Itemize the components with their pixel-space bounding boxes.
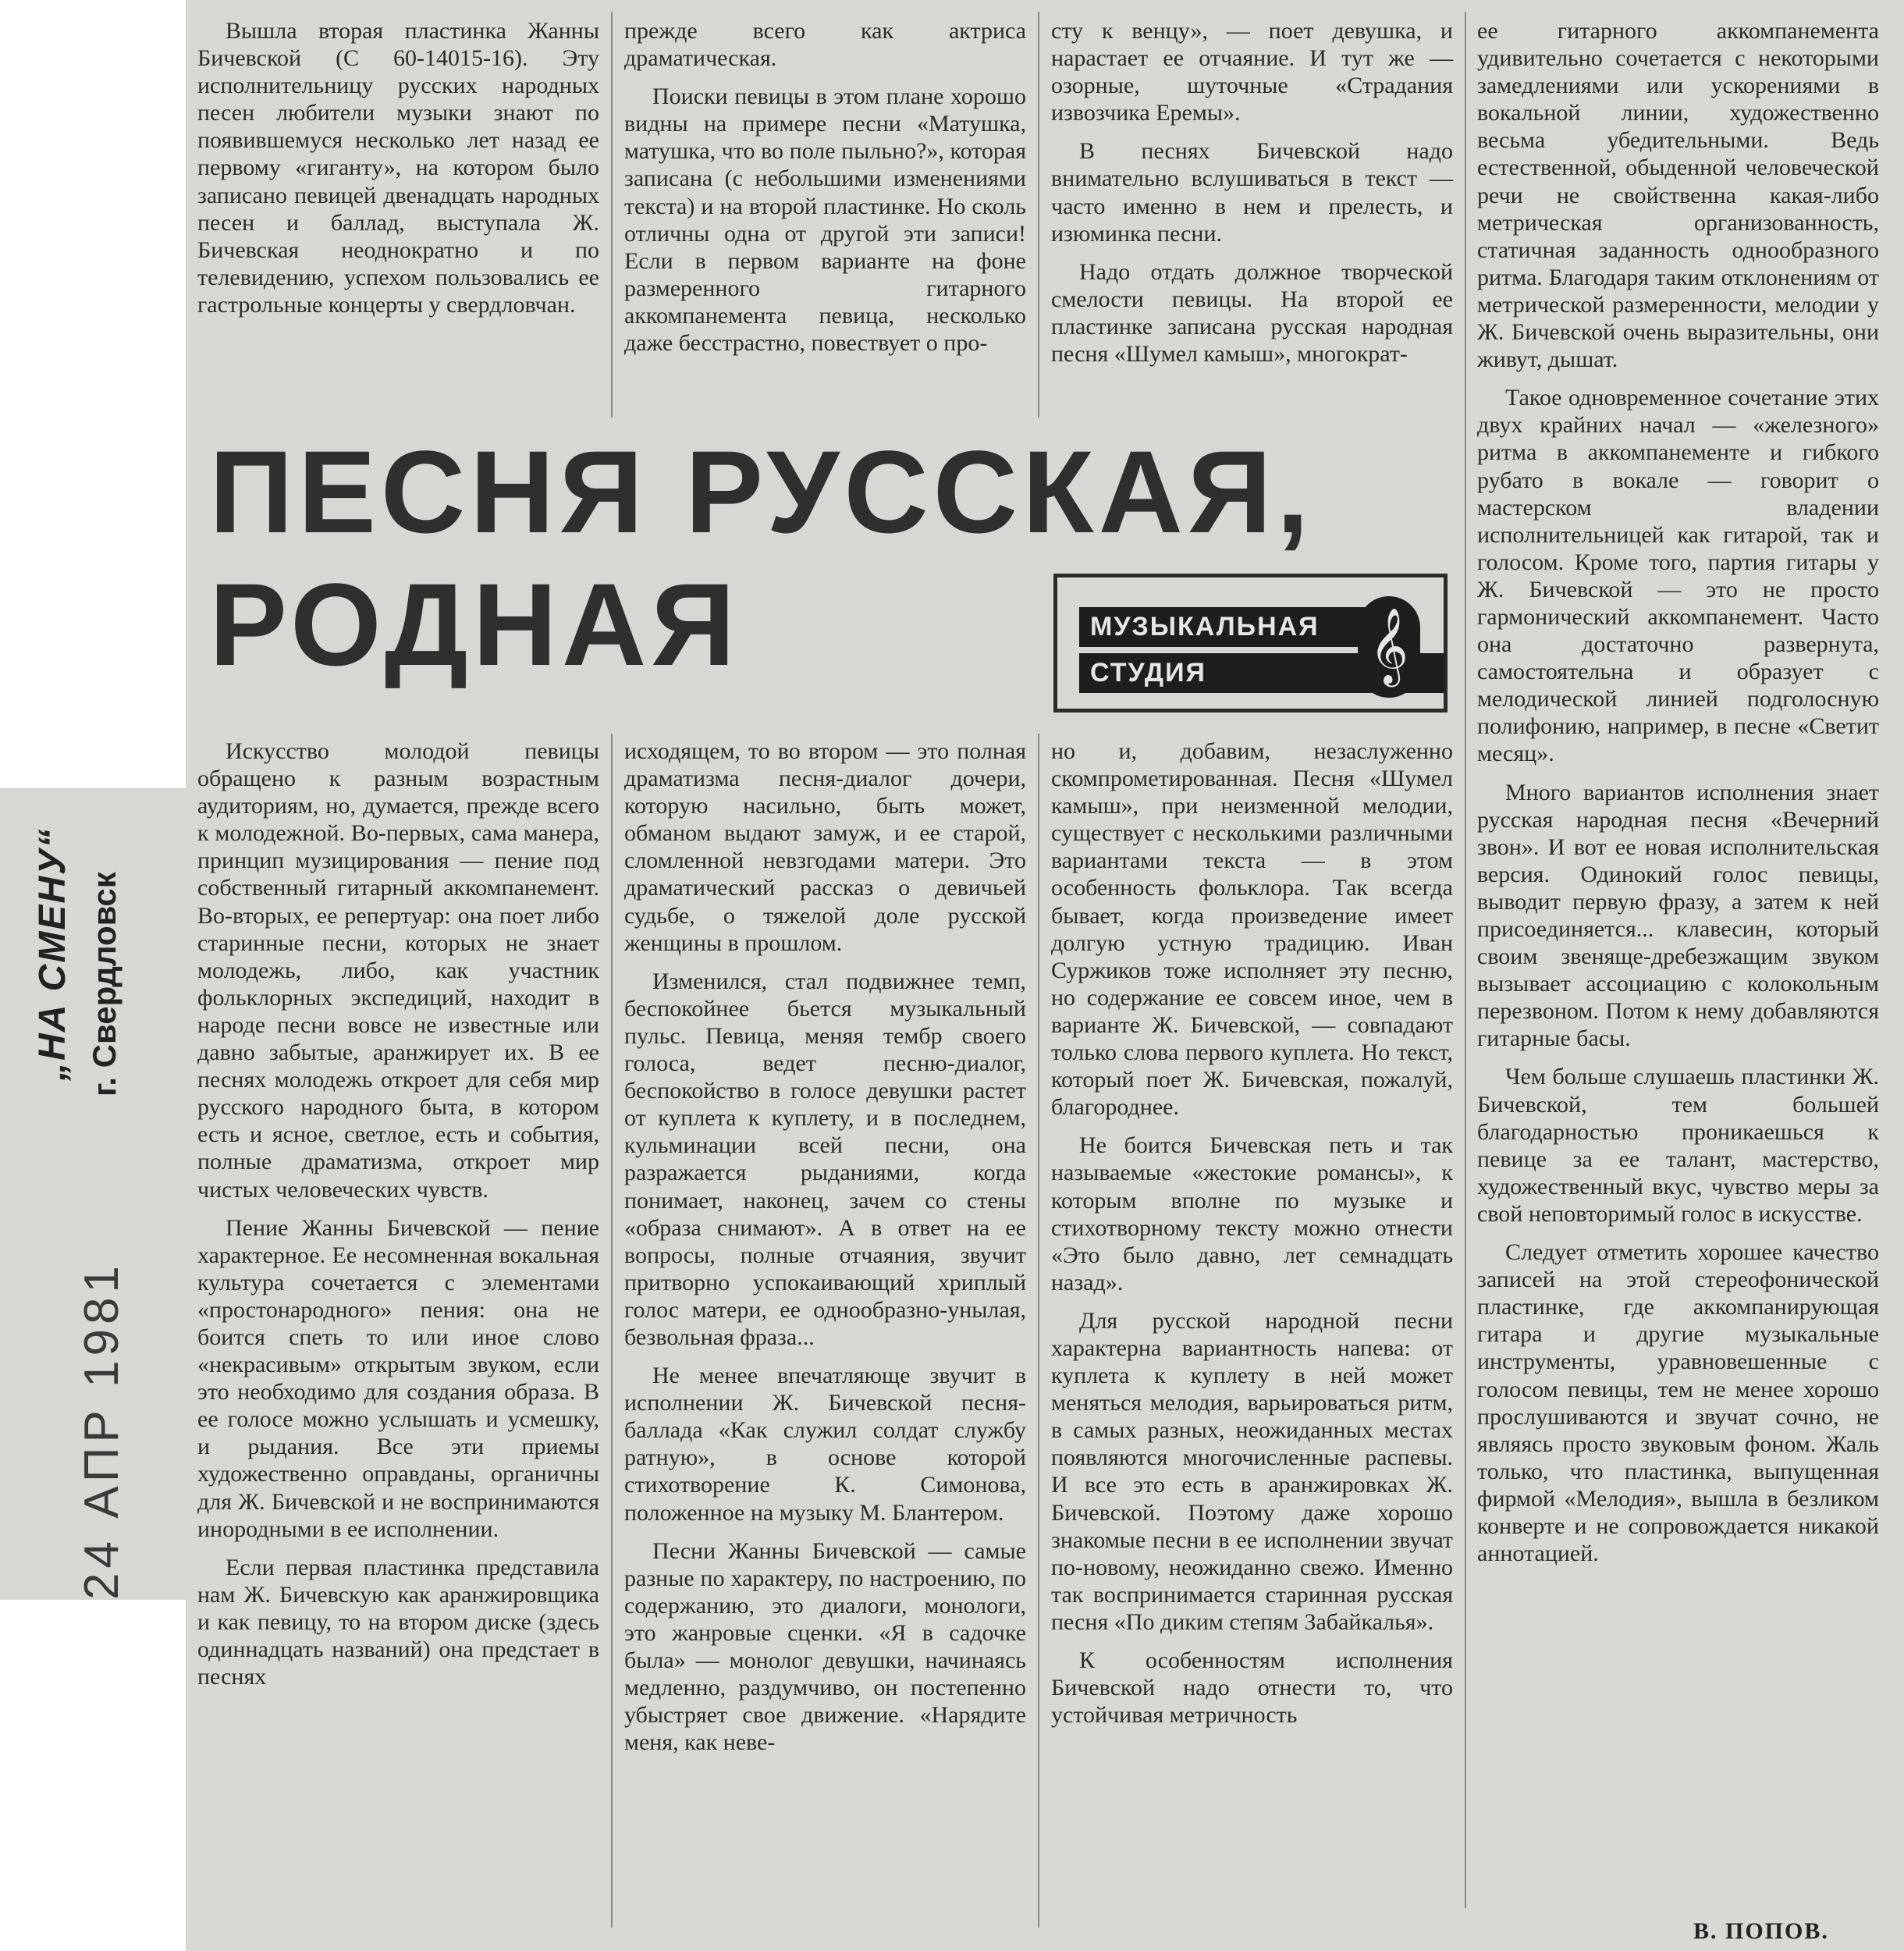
rubric-badge [1053, 574, 1448, 713]
paragraph: Такое одновременное сочетание этих двух крайних начал — «железного» ритма в аккомпанементе и гибкого рубато в вокале — говорит о мастерском владении исполнительницей как гитарой, так и голосом. Кроме того, партия гитары у Ж. Бичевской — это не просто гармонический аккомпанемент. Часто она достаточно развернута, самостоятельна и образует с мелодической линией подголосную полифонию, например, в песне «Светит месяц». [1477, 385, 1879, 767]
paragraph: Пение Жанны Бичевской — пение характерное. Ее несомненная вокальная культура сочетается с элементами «простонародного» пения: она не боится спеть то или иное слово «некрасивым» открытым звуком, если это необходимо для создания образа. В ее голосе можно услышать и усмешку, и рыдания. Все эти приемы художественно оправданы, органичны для Ж. Бичевской и не воспринимаются инородными в ее исполнении. [197, 1214, 599, 1542]
article-column [1051, 737, 1453, 1740]
paragraph: Не боится Бичевская петь и так называемые «жестокие романсы», к которым вполне по музыке и стихотворному тексту можно отнести «Это было давно, лет семнадцать назад». [1051, 1132, 1453, 1295]
paragraph: Много вариантов исполнения знает русская народная песня «Вечерний звон». И вот ее новая исполнительская версия. Одинокий голос певицы, выводит первую фразу, а затем к ней присоединяется... клавесин, который своим звеняще-дребезжащим звуком вызывает ассоциацию с колокольным перезвоном. Потом к нему добавляются гитарные басы. [1477, 779, 1879, 1052]
paragraph: Искусство молодой певицы обращено к разным возрастным аудиториям, но, думается, прежде всего к молодежной. Во-первых, сама манера, принцип музицирования — пение под собственный гитарный аккомпанемент. Во-вторых, ее репертуар: она поет либо старинные песни, которых не знает молодежь, либо, как участник фольклорных экспедиций, находит в народе песни вовсе не известные или давно забытые, аранжирует их. В ее песнях молодежь откроет для себя мир русского народного быта, в котором есть и ясное, светлое, есть и события, полные драматизма, откроет мир чистых человеческих чувств. [197, 738, 599, 1203]
paragraph: Поиски певицы в этом плане хорошо видны на примере песни «Матушка, матушка, что во поле пыльно?», которая записана (с небольшими изменениями текста) и на второй пластинке. Но сколь отличны одна от другой эти записи! Если в первом варианте на фоне размеренного гитарного аккомпанемента певица, несколько даже бесстрастно, повествует о про- [624, 84, 1026, 357]
treble-clef-icon: 𝄞 [1358, 596, 1420, 698]
paragraph: Изменился, стал подвижнее темп, беспокойнее бьется музыкальный пульс. Певица, меняя тембр своего голоса, ведет песню-диалог, беспокойство в голосе девушки растет от куплета к куплету, и в последнем, кульминации всей песни, она разражается рыданиями, когда понимает, наконец, зачем со стены «образа снимают». А в ответ на ее вопросы, полные отчаяния, звучит притворно успокаивающий хриплый голос матери, ее однообразно-унылая, безвольная фраза... [624, 968, 1026, 1350]
paragraph: но и, добавим, незаслуженно скомпрометированная. Песня «Шумел камыш», при неизменной мелодии, существует с несколькими различными вариантами текста — в этом особенность фольклора. Так всегда бывает, когда произведение имеет долгую устную традицию. Иван Суржиков тоже исполняет эту песню, но содержание ее совсем иное, чем в варианте Ж. Бичевской, — совпадают только слова первого куплета. Но текст, который поет Ж. Бичевская, пожалуй, благороднее. [1051, 738, 1453, 1121]
column-rule [611, 734, 613, 1928]
article-column [624, 17, 1026, 368]
column-rule [1038, 734, 1039, 1928]
headline-line-2: РОДНАЯ [209, 559, 741, 690]
stamp-newspaper: „НА СМЕНУ“ [32, 827, 73, 1081]
paragraph: Не менее впечатляюще звучит в исполнении Ж. Бичевской песня-баллада «Как служил солдат службу ратную», в основе которой стихотворение К. Симонова, положенное на музыку М. Блантером. [624, 1363, 1026, 1526]
author-signature: В. ПОПОВ. [1693, 1918, 1829, 1944]
article-column [197, 737, 599, 1701]
rubric-line-2: СТУДИЯ [1079, 653, 1444, 693]
article-column [624, 737, 1026, 1767]
paragraph: ее гитарного аккомпанемента удивительно сочетается с некоторыми замедлениями или ускорениями в вокальной линии, художественно весьма убедительными. Ведь естественной, обыденной человеческой речи не свойственна какая-либо метрическая организованность, статичная заданность однообразного ритма. Благодаря таким отклонениям от метрической размеренности, мелодии у Ж. Бичевской очень выразительны, они живут, дышат. [1477, 18, 1879, 373]
paragraph: К особенностям исполнения Бичевской надо отнести то, что устойчивая метричность [1051, 1647, 1453, 1729]
headline-line-1: ПЕСНЯ РУССКАЯ, [209, 426, 1314, 557]
paragraph: В песнях Бичевской надо внимательно вслушиваться в текст — часто именно в нем и прелесть, и изюминка песни. [1051, 138, 1453, 247]
paragraph: Надо отдать должное творческой смелости певицы. На второй ее пластинке записана русская народная песня «Шумел камыш», многократ- [1051, 258, 1453, 368]
paragraph: Следует отметить хорошее качество записей на этой стереофонической пластинке, где аккомпанирующая гитара и другие музыкальные инструменты, уравновешенные с голосом певицы, тем не менее хорошо прослушиваются и звучат сочно, не являясь просто звуковым фоном. Жаль только, что пластинка, выпущенная фирмой «Мелодия», вышла в безликом конверте и не сопровождается никакой аннотацией. [1477, 1239, 1879, 1567]
article-column [197, 17, 599, 329]
stamp-city: г. Свердловск [86, 872, 123, 1096]
stamp-date: 24 АПР 1981 [75, 1261, 129, 1600]
column-rule [611, 12, 613, 418]
column-rule [1465, 12, 1466, 1908]
paragraph: Для русской народной песни характерна вариантность напева: от куплета к куплету в ней может меняться мелодия, варьироваться ритм, в самых разных, неожиданных местах появляются многочисленные распевы. И все это есть в аранжировках Ж. Бичевской. Поэтому даже хорошо знакомые песни в ее исполнении звучат по-новому, неожиданно свежо. Именно так воспринимается старинная русская песня «По диким степям Забайкалья». [1051, 1307, 1453, 1635]
paragraph: Вышла вторая пластинка Жанны Бичевской (С 60-14015-16). Эту исполнительницу русских народных песен любители музыки знают по появившемуся несколько лет назад ее первому «гиганту», на котором было записано певицей двенадцать народных песен и баллад, выступала Ж. Бичевская неоднократно и по телевидению, успехом пользовались ее гастрольные концерты у свердловчан. [197, 18, 599, 318]
paragraph: исходящем, то во втором — это полная драматизма песня-диалог дочери, которую насильно, быть может, обманом выдают замуж, и ее старой, сломленной невзгодами матери. Это драматический рассказ о девичьей судьбе, о тяжелой доле русской женщины в прошлом. [624, 738, 1026, 956]
article-column [1051, 17, 1453, 378]
article-column [1477, 17, 1879, 1578]
rubric-line-1: МУЗЫКАЛЬНАЯ [1079, 607, 1366, 647]
paragraph: Чем больше слушаешь пластинки Ж. Бичевской, тем большей благодарностью проникаешься к певице за ее талант, мастерство, художественный вкус, чувство меры за свой неповторимый голос в искусстве. [1477, 1064, 1879, 1227]
paragraph: прежде всего как актриса драматическая. [624, 18, 1026, 72]
paragraph: Если первая пластинка представила нам Ж. Бичевскую как аранжировщика и как певицу, то на втором диске (здесь одиннадцать названий) она предстает в песнях [197, 1554, 599, 1690]
column-rule [1038, 12, 1039, 418]
paragraph: сту к венцу», — поет девушка, и нарастает ее отчаяние. И тут же — озорные, шуточные «Страдания извозчика Еремы». [1051, 18, 1453, 126]
paragraph: Песни Жанны Бичевской — самые разные по характеру, по настроению, по содержанию, это диалоги, монологи, это жанровые сценки. «Я в садочке была» — монолог девушки, начинаясь медленно, раздумчиво, он постепенно убыстряет свое движение. «Нарядите меня, как неве- [624, 1537, 1026, 1756]
